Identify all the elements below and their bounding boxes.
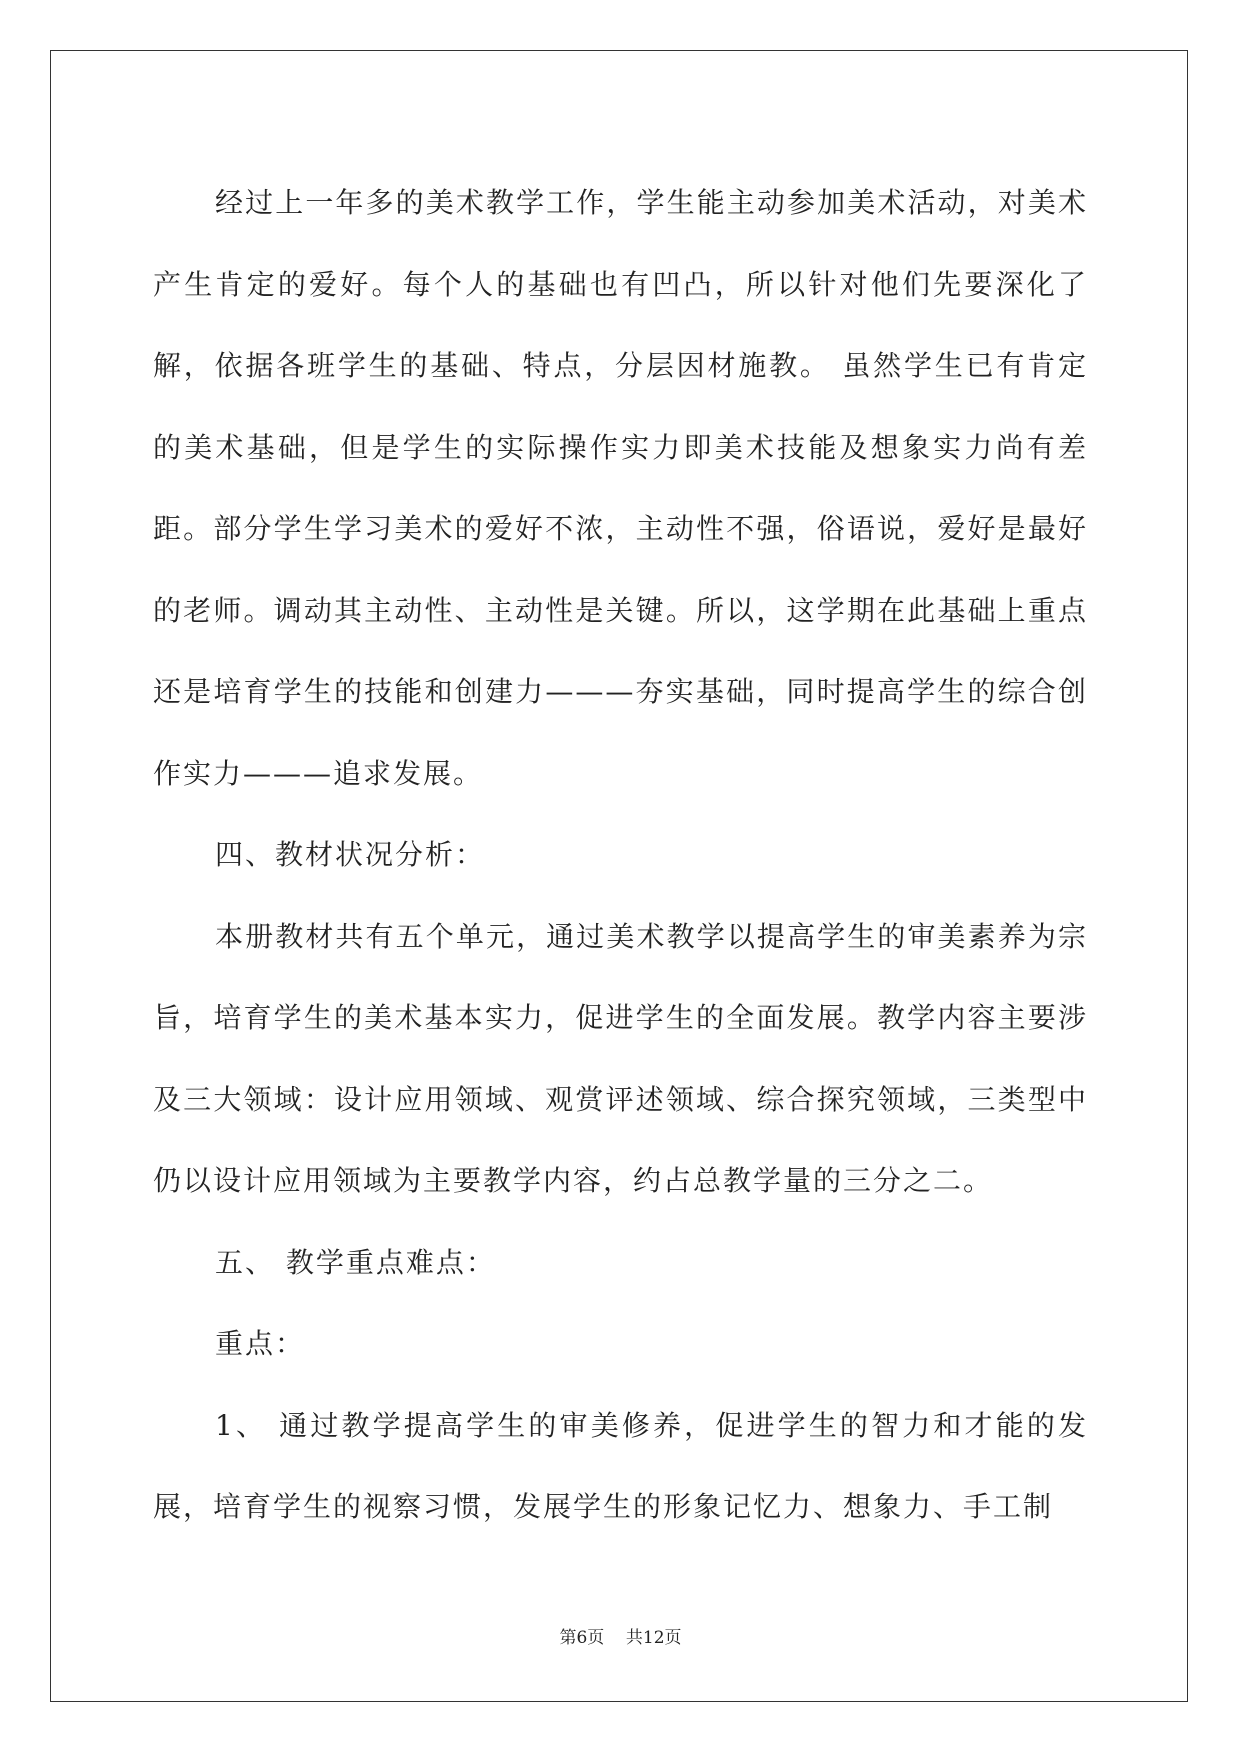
page-footer [0,1623,1241,1648]
paragraph-student-analysis: 经过上一年多的美术教学工作，学生能主动参加美术活动，对美术产生肯定的爱好。每个人的基础也有凹凸，所以针对他们先要深化了解，依据各班学生的基础、特点，分层因材施教。 虽然学生已有肯定的美术基础，但是学生的实际操作实力即美术技能及想象实力尚有差距。部分学生学习美术的爱好不浓，主动性不强，俗语说，爱好是最好的老师。调动其主动性、主动性是关键。所以，这学期在此基础上重点还是培育学生的技能和创建力———夯实基础，同时提高学生的综合创作实力———追求发展。 [153,186,1088,790]
list-item-key-point-1: 1、 通过教学提高学生的审美修养，促进学生的智力和才能的发展，培育学生的视察习惯，发展学生的形象记忆力、想象力、手工制 [153,1408,1088,1523]
subheading-key-points: 重点： [215,1327,306,1360]
heading-textbook-analysis: 四、教材状况分析： [215,838,486,871]
document-body [153,162,1088,1548]
page-number: 第6页 [559,1628,605,1648]
paragraph-textbook-analysis: 本册教材共有五个单元，通过美术教学以提高学生的审美素养为宗旨，培育学生的美术基本实力，促进学生的全面发展。教学内容主要涉及三大领域：设计应用领域、观赏评述领域、综合探究领域，三类型中仍以设计应用领域为主要教学内容，约占总教学量的三分之二。 [153,919,1088,1197]
heading-key-points: 五、 教学重点难点： [215,1245,496,1279]
page-total: 共12页 [625,1628,682,1648]
